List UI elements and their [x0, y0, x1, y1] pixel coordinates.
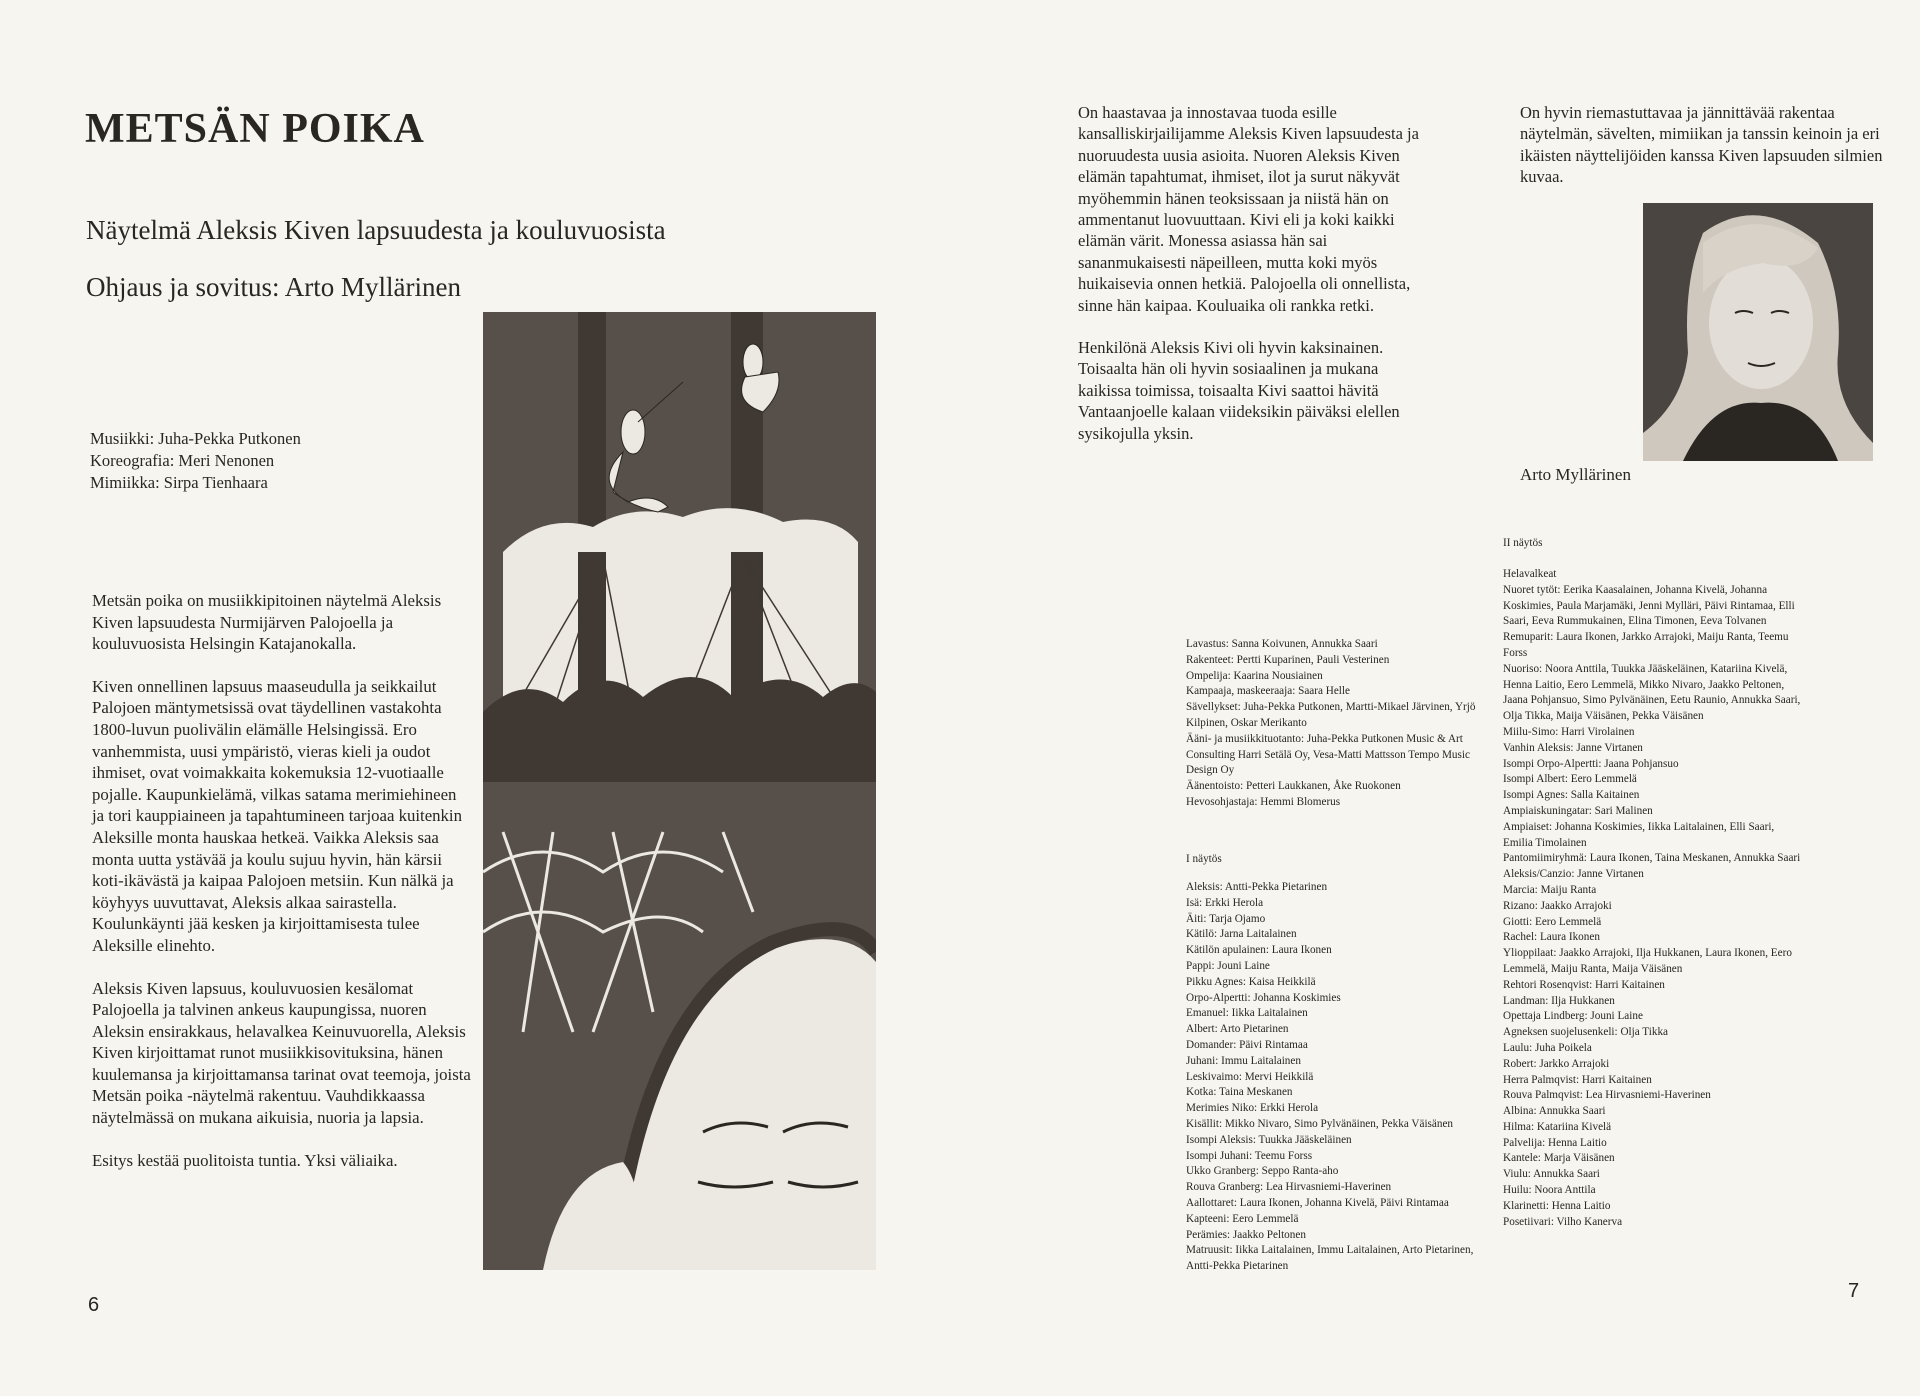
list-item: Isompi Albert: Eero Lemmelä [1503, 773, 1637, 786]
list-item: Laulu: Juha Poikela [1503, 1041, 1592, 1054]
list-item: Orpo-Alpertti: Johanna Koskimies [1186, 991, 1341, 1004]
credit-line: Koreografia: Meri Nenonen [90, 451, 275, 470]
act1-cast-list [1186, 880, 1476, 1275]
list-item: Isompi Aleksis: Tuukka Jääskeläinen [1186, 1133, 1352, 1146]
paragraph: Kiven onnellinen lapsuus maaseudulla ja seikkailut Palojoen mäntymetsissä ovat täydellinen vastakohta 1800-luvun puolivälin elämälle Helsingissä. Ero vanhemmista, uusi ympäristö, vieras kieli ja oudot ihmiset, ovat voimakkaita kokemuksia 12-vuotiaalle pojalle. Kaupunkielämä, vilkas satama merimiehineen ja tori kauppiaineen ja tapahtumineen tarjoaa kuitenkin Aleksille monta hauskaa hetkeä. Vaikka Aleksis saa monta uutta ystävää ja koulu sujuu hyvin, hän kärsii koti-ikävästä ja kaipaa Palojoen metsiin. Kun nälkä ja köyhyys uuvuttavat, Aleksis alkaa sairastella. Koulunkäynti jää kesken ja kirjoittamisesta tulee Aleksille elinehto. [92, 676, 462, 955]
director-line: Ohjaus ja sovitus: Arto Myllärinen [86, 272, 461, 302]
list-item: Robert: Jarkko Arrajoki [1503, 1057, 1610, 1070]
photo-caption: Arto Myllärinen [1520, 465, 1631, 484]
portrait-photo-icon [1643, 203, 1873, 461]
act1-heading: I näytös [1186, 853, 1222, 865]
list-item: Aleksis/Canzio: Janne Virtanen [1503, 868, 1644, 881]
list-item: Leskivaimo: Mervi Heikkilä [1186, 1070, 1314, 1083]
list-item: Isompi Juhani: Teemu Forss [1186, 1149, 1313, 1162]
production-credits [1186, 637, 1476, 811]
list-item: Äiti: Tarja Ojamo [1186, 912, 1266, 925]
intro-text [1078, 102, 1428, 465]
list-item: Rakenteet: Pertti Kuparinen, Pauli Vesterinen [1186, 653, 1390, 666]
page-number-right: 7 [1848, 1280, 1860, 1302]
list-item: Huilu: Noora Anttila [1503, 1184, 1596, 1197]
list-item: Rehtori Rosenqvist: Harri Kaitainen [1503, 978, 1665, 991]
list-item: Palvelija: Henna Laitio [1503, 1136, 1607, 1149]
list-item: Klarinetti: Henna Laitio [1503, 1199, 1611, 1212]
list-item: Ylioppilaat: Jaakko Arrajoki, Ilja Hukkanen, Laura Ikonen, Eero Lemmelä, Maiju Ranta, Maija Väisänen [1503, 947, 1792, 975]
list-item: Kisällit: Mikko Nivaro, Simo Pylvänäinen, Pekka Väisänen [1186, 1117, 1454, 1130]
list-item: Sävellykset: Juha-Pekka Putkonen, Martti-Mikael Järvinen, Yrjö Kilpinen, Oskar Merikanto [1186, 701, 1476, 729]
list-item: Isompi Agnes: Salla Kaitainen [1503, 789, 1640, 802]
list-item: Herra Palmqvist: Harri Kaitainen [1503, 1073, 1652, 1086]
paragraph: Aleksis Kiven lapsuus, kouluvuosien kesälomat Palojoella ja talvinen ankeus kaupungissa, nuoren Aleksin ensirakkaus, helavalkea Keinuvuorella, Aleksis Kiven kirjoittamat runot musiikkisovituksina, hänen kuulemansa ja kirjoittamansa tarinat ovat teemoja, joista Metsän poika -näytelmä rakentuu. Vauhdikkaassa näytelmässä on mukana aikuisia, nuoria ja lapsia. [92, 978, 471, 1128]
director-quote: On hyvin riemastuttavaa ja jännittävää rakentaa näytelmän, sävelten, mimiikan ja tanssin keinoin ja eri ikäisten näyttelijöiden kanssa Kiven lapsuuden silmien kuvaa. [1520, 103, 1883, 187]
list-item: Perämies: Jaakko Peltonen [1186, 1228, 1306, 1241]
list-item: Kätilö: Jarna Laitalainen [1186, 928, 1297, 941]
list-item: Kapteeni: Eero Lemmelä [1186, 1212, 1299, 1225]
list-item: Opettaja Lindberg: Jouni Laine [1503, 1010, 1643, 1023]
list-item: Marcia: Maiju Ranta [1503, 883, 1597, 896]
list-item: Pappi: Jouni Laine [1186, 959, 1270, 972]
body-text-left [92, 590, 472, 1192]
list-item: Posetiivari: Vilho Kanerva [1503, 1215, 1623, 1228]
list-item: Albina: Annukka Saari [1503, 1105, 1606, 1118]
list-item: Kampaaja, maskeeraaja: Saara Helle [1186, 685, 1350, 698]
list-item: Rizano: Jaakko Arrajoki [1503, 899, 1612, 912]
list-item: Remuparit: Laura Ikonen, Jarkko Arrajoki, Maiju Ranta, Teemu Forss [1503, 631, 1789, 659]
list-item: Ääni- ja musiikkituotanto: Juha-Pekka Putkonen Music & Art Consulting Harri Setälä Oy, Vesa-Matti Mattsson Tempo Music Design Oy [1186, 732, 1470, 777]
list-item: Giotti: Eero Lemmelä [1503, 915, 1602, 928]
list-item: Äänentoisto: Petteri Laukkanen, Åke Ruokonen [1186, 780, 1401, 793]
list-item: Pantomiimiryhmä: Laura Ikonen, Taina Meskanen, Annukka Saari [1503, 852, 1801, 865]
list-item: Helavalkeat [1503, 568, 1557, 580]
list-item: Nuoret tytöt: Eerika Kaasalainen, Johanna Kivelä, Johanna Koskimies, Paula Marjamäki, Jenni Mylläri, Päivi Rintamaa, Elli Saari, Eeva Rummukainen, Elina Timonen, Eeva Tolvanen [1503, 583, 1795, 628]
list-item: Agneksen suojelusenkeli: Olja Tikka [1503, 1026, 1669, 1039]
list-item: Rouva Granberg: Lea Hirvasniemi-Haverinen [1186, 1181, 1392, 1194]
list-item: Nuoriso: Noora Anttila, Tuukka Jääskeläinen, Katariina Kivelä, Henna Laitio, Eero Lemmelä, Mikko Nivaro, Jaakko Peltonen, Jaana Pohjansuo, Simo Pylvänäinen, Eetu Raunio, Annukka Saari, Olja Tikka, Maija Väisänen, Pekka Väisänen [1503, 662, 1801, 723]
list-item: Merimies Niko: Erkki Herola [1186, 1102, 1319, 1115]
paragraph: On haastavaa ja innostavaa tuoda esille kansalliskirjailijamme Aleksis Kiven lapsuudesta ja nuoruudesta uusia asioita. Nuoren Aleksis Kiven elämän tapahtumat, ihmiset, ilot ja surut näkyvät myöhemmin hänen teoksissaan ja niistä hän on ammentanut luovuuttaan. Kivi eli ja koki kaikki elämän värit. Monessa asiassa hän sai sananmukaisesti näpeilleen, mutta koki myös huikaisevia onnen hetkiä. Palojoella oli onnellista, sinne hän kaipaa. Kouluaika oli rankka retki. [1078, 103, 1419, 315]
list-item: Rachel: Laura Ikonen [1503, 931, 1600, 944]
list-item: Hilma: Katariina Kivelä [1503, 1120, 1612, 1133]
list-item: Ampiaiskuningatar: Sari Malinen [1503, 804, 1653, 817]
list-item: Isompi Orpo-Alpertti: Jaana Pohjansuo [1503, 757, 1679, 770]
paragraph: Henkilönä Aleksis Kivi oli hyvin kaksinainen. Toisaalta hän oli hyvin sosiaalinen ja mukana kaikissa toimissa, toisaalta Kivi saattoi hävitä Vantaanjoelle kalaan viideksikin päiväksi elellen sysikojulla yksin. [1078, 338, 1400, 443]
list-item: Kantele: Marja Väisänen [1503, 1152, 1615, 1165]
list-item: Kotka: Taina Meskanen [1186, 1086, 1293, 1099]
list-item: Domander: Päivi Rintamaa [1186, 1038, 1308, 1051]
list-item: Vanhin Aleksis: Janne Virtanen [1503, 741, 1643, 754]
list-item: Aallottaret: Laura Ikonen, Johanna Kivelä, Päivi Rintamaa [1186, 1196, 1449, 1209]
paragraph: Metsän poika on musiikkipitoinen näytelmä Aleksis Kiven lapsuudesta Nurmijärven Palojoella ja kouluvuosista Helsingin Katajanokalla. [92, 591, 442, 654]
woodcut-illustration-icon [483, 312, 876, 1270]
credit-line: Musiikki: Juha-Pekka Putkonen [90, 429, 301, 448]
list-item: Aleksis: Antti-Pekka Pietarinen [1186, 881, 1328, 893]
paragraph: Esitys kestää puolitoista tuntia. Yksi väliaika. [92, 1150, 398, 1170]
list-item: Ampiaiset: Johanna Koskimies, Iikka Laitalainen, Elli Saari, Emilia Timolainen [1503, 820, 1775, 849]
page-number-left: 6 [88, 1294, 100, 1316]
list-item: Rouva Palmqvist: Lea Hirvasniemi-Haverinen [1503, 1089, 1711, 1102]
list-item: Ukko Granberg: Seppo Ranta-aho [1186, 1165, 1339, 1178]
list-item: Emanuel: Iikka Laitalainen [1186, 1007, 1308, 1020]
list-item: Kätilön apulainen: Laura Ikonen [1186, 944, 1332, 957]
act2-heading: II näytös [1503, 537, 1543, 549]
subtitle: Näytelmä Aleksis Kiven lapsuudesta ja kouluvuosista [86, 215, 666, 245]
list-item: Hevosohjastaja: Hemmi Blomerus [1186, 795, 1341, 808]
list-item: Miilu-Simo: Harri Virolainen [1503, 725, 1635, 738]
list-item: Juhani: Immu Laitalainen [1186, 1054, 1301, 1067]
list-item: Isä: Erkki Herola [1186, 896, 1264, 909]
list-item: Matruusit: Iikka Laitalainen, Immu Laitalainen, Arto Pietarinen, Antti-Pekka Pietarinen [1186, 1244, 1474, 1273]
act2-cast-list [1503, 567, 1803, 1230]
credits-list [90, 428, 301, 494]
list-item: Ompelija: Kaarina Nousiainen [1186, 669, 1323, 682]
page-title: METSÄN POIKA [85, 106, 425, 152]
list-item: Albert: Arto Pietarinen [1186, 1023, 1289, 1036]
list-item: Lavastus: Sanna Koivunen, Annukka Saari [1186, 638, 1378, 650]
list-item: Landman: Ilja Hukkanen [1503, 994, 1615, 1007]
credit-line: Mimiikka: Sirpa Tienhaara [90, 473, 268, 492]
list-item: Viulu: Annukka Saari [1503, 1168, 1600, 1181]
list-item: Pikku Agnes: Kaisa Heikkilä [1186, 975, 1316, 988]
